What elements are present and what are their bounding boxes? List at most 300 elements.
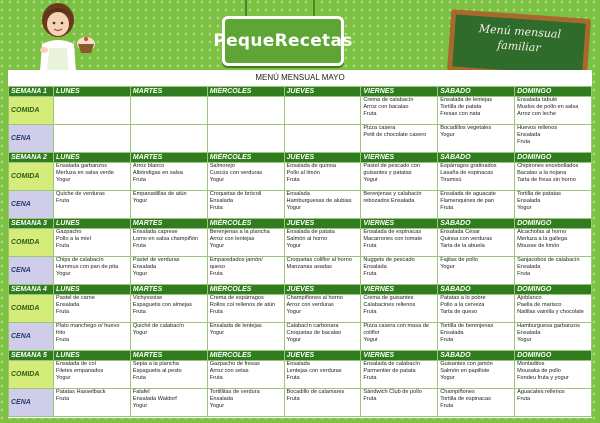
menu-cell — [207, 323, 284, 351]
menu-cell — [361, 257, 438, 285]
menu-cell — [438, 191, 515, 219]
dish-line: Emparedados jamón/ — [209, 257, 263, 263]
logo-text: PequeRecetas — [213, 31, 353, 51]
dish-line: Ensalada de lentejas — [440, 97, 493, 103]
lunch-row — [9, 361, 592, 389]
dish-line: Alcachofas al horno — [517, 229, 567, 235]
menu-cell — [207, 257, 284, 285]
dish-line: Albóndigas en salsa — [132, 170, 183, 176]
dish-line: Gazpacho de fresas — [209, 361, 260, 367]
dish-line: Champiñones al horno — [286, 295, 343, 301]
menu-cell — [54, 295, 131, 323]
dish-line: Mousse de limón — [517, 243, 560, 249]
dish-line: Ensalada César — [440, 229, 481, 235]
week-label: SEMANA 2 — [9, 153, 54, 163]
menu-cell — [438, 295, 515, 323]
dish-line: Hummus con pan de pita — [56, 264, 119, 270]
menu-cell — [361, 389, 438, 417]
dish-line: Crema de espárragos — [209, 295, 264, 301]
dish-line: Filetes empanados — [56, 368, 104, 374]
menu-cell — [130, 323, 207, 351]
dish-line: Salmorejo — [209, 163, 235, 169]
dish-line: Aguacates rellenos — [517, 389, 565, 395]
dish-line: Pastel de pescado con — [363, 163, 420, 169]
dish-line: Yogur — [132, 271, 148, 277]
dish-line: Ensalada de lentejas — [209, 323, 262, 329]
dish-line: Fruta — [363, 111, 377, 117]
dish-line: Fruta — [132, 243, 146, 249]
dish-line: Yogur — [363, 337, 378, 343]
dish-line: Espaguetis con almejas — [132, 302, 192, 308]
dish-line: Pollo al limón — [286, 170, 320, 176]
dish-line: Petit de chocolate casero — [363, 132, 427, 138]
menu-cell — [54, 163, 131, 191]
day-header-6: SÁBADO — [438, 219, 515, 229]
dish-line: Yogur — [363, 177, 378, 183]
dish-line: Lentejas con verduras — [286, 368, 342, 374]
day-header-1: LUNES — [54, 285, 131, 295]
dish-line: Fruta — [56, 337, 70, 343]
day-header-1: LUNES — [54, 351, 131, 361]
dinner-row — [9, 323, 592, 351]
lunch-label: COMIDA — [9, 97, 54, 125]
chef-illustration — [14, 0, 104, 72]
dish-line: Salmón en papillote — [440, 368, 490, 374]
day-header-7: DOMINGO — [515, 219, 592, 229]
dinner-label: CENA — [9, 389, 54, 417]
dish-line: Fruta — [517, 139, 531, 145]
menu-cell — [130, 257, 207, 285]
dish-line: Vichyssoise — [132, 295, 163, 301]
dish-line: Ensalada — [209, 396, 234, 402]
dish-line: Natillas vainilla y chocolate — [517, 309, 584, 315]
menu-cell — [207, 229, 284, 257]
day-header-1: LUNES — [54, 87, 131, 97]
menu-cell — [130, 125, 207, 153]
dish-line: Yogur — [517, 205, 532, 211]
day-header-3: MIÉRCOLES — [207, 87, 284, 97]
dish-line: Patatas a lo pobre — [440, 295, 486, 301]
dish-line: Pizza casera — [363, 125, 396, 131]
dish-line: Pollo a la cerveza — [440, 302, 485, 308]
day-header-7: DOMINGO — [515, 153, 592, 163]
menu-cell — [207, 125, 284, 153]
dish-line: queso — [209, 264, 225, 270]
dish-line: Ensalada de col — [56, 361, 96, 367]
menu-cell — [54, 257, 131, 285]
dish-line: Muslos de pollo en salsa — [517, 104, 579, 110]
dish-line: Crema de calabacín — [363, 97, 414, 103]
dish-line: Ensalada — [286, 191, 310, 197]
menu-cell — [515, 361, 592, 389]
menu-sheet — [8, 70, 592, 418]
menu-cell — [284, 163, 361, 191]
day-header-7: DOMINGO — [515, 87, 592, 97]
menu-cell — [361, 163, 438, 191]
dish-line: Fruta — [363, 243, 377, 249]
lunch-row — [9, 97, 592, 125]
chalkboard-line-1: Menú mensual — [478, 22, 562, 41]
dish-line: Ensalada — [517, 198, 541, 204]
dish-line: Fondeu fruta y yogur — [517, 375, 569, 381]
menu-cell — [207, 97, 284, 125]
dish-line: Tarta de fresa sin horno — [517, 177, 576, 183]
dish-line: Tarta de queso — [440, 309, 478, 315]
dish-line: Fruta — [209, 375, 223, 381]
day-header-5: VIERNES — [361, 87, 438, 97]
dish-line: Ensalada — [56, 302, 80, 308]
dish-line: Ensalada de calabacín — [363, 361, 420, 367]
menu-cell — [284, 191, 361, 219]
day-header-6: SÁBADO — [438, 351, 515, 361]
menu-cell — [515, 125, 592, 153]
dish-line: Tortilla de patata — [440, 104, 482, 110]
dish-line: Croquetas de bacalao — [286, 330, 342, 336]
dish-line: Macarrones con tomate — [363, 236, 423, 242]
dish-line: Calabacines rellenos — [363, 302, 416, 308]
menu-cell — [54, 323, 131, 351]
menu-cell — [438, 257, 515, 285]
dish-line: Ensalada — [517, 330, 541, 336]
dish-line: Pastel de carne — [56, 295, 95, 301]
lunch-row — [9, 295, 592, 323]
dish-line: Fruta — [363, 375, 377, 381]
dish-line: coliflor — [363, 330, 380, 336]
dish-line: Fruta — [363, 309, 377, 315]
dish-line: Calabacín carbonara — [286, 323, 339, 329]
menu-cell — [54, 191, 131, 219]
menu-cell — [515, 257, 592, 285]
lunch-label: COMIDA — [9, 229, 54, 257]
dish-line: Ensalada — [209, 198, 234, 204]
dinner-label: CENA — [9, 257, 54, 285]
dinner-row — [9, 191, 592, 219]
dinner-label: CENA — [9, 323, 54, 351]
dish-line: Sanjacobos de calabacín — [517, 257, 580, 263]
menu-cell — [361, 229, 438, 257]
dish-line: Bacalao a la riojana — [517, 170, 567, 176]
dish-line: Yogur — [440, 375, 455, 381]
menu-cell — [284, 295, 361, 323]
menu-cell — [54, 389, 131, 417]
menu-cell — [54, 97, 131, 125]
week-label: SEMANA 5 — [9, 351, 54, 361]
dish-line: Fruta — [363, 396, 377, 402]
dish-line: Ensalada — [286, 361, 310, 367]
dish-line: Yogur — [440, 132, 455, 138]
dish-line: Arroz con leche — [517, 111, 556, 117]
menu-cell — [284, 125, 361, 153]
dish-line: Tortilla de patatas — [517, 191, 561, 197]
lunch-row — [9, 229, 592, 257]
dish-line: Fruta — [56, 396, 70, 402]
dish-line: Huevos rellenos — [517, 125, 558, 131]
dish-line: Ajoblanco — [517, 295, 542, 301]
menu-cell — [130, 229, 207, 257]
week-label: SEMANA 1 — [9, 87, 54, 97]
week-label: SEMANA 3 — [9, 219, 54, 229]
day-header-2: MARTES — [130, 351, 207, 361]
dish-line: Ensalada tabulé — [517, 97, 558, 103]
menu-cell — [361, 97, 438, 125]
menu-cell — [515, 389, 592, 417]
dish-line: Yogur — [286, 205, 301, 211]
day-header-2: MARTES — [130, 87, 207, 97]
dish-line: Montaditos — [517, 361, 545, 367]
dish-line: Yogur — [132, 198, 148, 204]
dish-line: Fruta — [132, 177, 146, 183]
week-header-row — [9, 219, 592, 229]
dish-line: Tortilla de berenjenas — [440, 323, 494, 329]
dish-line: Crema de guisantes — [363, 295, 414, 301]
lunch-label: COMIDA — [9, 163, 54, 191]
menu-cell — [130, 163, 207, 191]
dish-line: Flamenquines de pan — [440, 198, 495, 204]
menu-cell — [438, 323, 515, 351]
day-header-4: JUEVES — [284, 87, 361, 97]
dish-line: Quinoa con verduras — [440, 236, 493, 242]
menu-cell — [54, 125, 131, 153]
day-header-3: MIÉRCOLES — [207, 153, 284, 163]
dish-line: Yogur — [132, 330, 148, 336]
menu-cell — [284, 257, 361, 285]
menu-cell — [438, 125, 515, 153]
dish-line: Yogur — [209, 330, 225, 336]
day-header-6: SÁBADO — [438, 285, 515, 295]
dish-line: Mousaka de pollo — [517, 368, 561, 374]
dish-line: Fruta — [286, 396, 300, 402]
day-header-4: JUEVES — [284, 285, 361, 295]
dish-line: Lomo en salsa champiñón — [132, 236, 199, 242]
menu-cell — [207, 389, 284, 417]
lunch-label: COMIDA — [9, 361, 54, 389]
dish-line: Yogur — [209, 243, 225, 249]
dish-line: guisantes y patatas — [363, 170, 412, 176]
dish-line: Fresas con nata — [440, 111, 481, 117]
chalkboard-line-2: familiar — [496, 38, 542, 55]
dish-line: Ensalada — [517, 132, 541, 138]
menu-cell — [361, 191, 438, 219]
dish-line: Fruta — [286, 177, 300, 183]
dish-line: Lasaña de espinacas — [440, 170, 494, 176]
dish-line: Hamburguesa garbanzos — [517, 323, 580, 329]
dish-line: Arroz con verduras — [286, 302, 334, 308]
lunch-label: COMIDA — [9, 295, 54, 323]
dish-line: Pollo a la miel — [56, 236, 91, 242]
dish-line: Espaguetis al pesto — [132, 368, 182, 374]
dish-line: Fruta — [517, 271, 531, 277]
dish-line: Nuggets de pescado — [363, 257, 415, 263]
dish-line: Paella de marisco — [517, 302, 562, 308]
dish-line: Tortilla de espinacas — [440, 396, 491, 402]
menu-cell — [130, 295, 207, 323]
dish-line: Arroz con lentejas — [209, 236, 255, 242]
dish-line: Espárragos gratinados — [440, 163, 497, 169]
dish-line: Fruta — [286, 375, 300, 381]
dish-line: Fruta — [56, 309, 70, 315]
day-header-3: MIÉRCOLES — [207, 285, 284, 295]
day-header-6: SÁBADO — [438, 153, 515, 163]
week-label: SEMANA 4 — [9, 285, 54, 295]
dish-line: Fruta — [56, 243, 70, 249]
dish-line: Arroz con setas — [209, 368, 249, 374]
dish-line: Ensalada — [440, 330, 464, 336]
week-header-row — [9, 87, 592, 97]
day-header-4: JUEVES — [284, 351, 361, 361]
dish-line: Yogur — [286, 337, 301, 343]
dish-line: Yogur — [56, 375, 71, 381]
dish-line: Berenjenas y calabacín — [363, 191, 422, 197]
dish-line: Yogur — [517, 337, 532, 343]
dish-line: Parmentier de patata — [363, 368, 416, 374]
dish-line: Merluza en salsa verde — [56, 170, 114, 176]
dish-line: Fruta — [209, 271, 223, 277]
day-header-2: MARTES — [130, 285, 207, 295]
menu-cell — [54, 361, 131, 389]
dish-line: Pizza casera con masa de — [363, 323, 429, 329]
day-header-5: VIERNES — [361, 219, 438, 229]
menu-cell — [515, 323, 592, 351]
day-header-3: MIÉRCOLES — [207, 351, 284, 361]
dish-line: Tortillitas de verdura — [209, 389, 260, 395]
menu-cell — [361, 361, 438, 389]
day-header-5: VIERNES — [361, 153, 438, 163]
menu-table — [8, 86, 592, 417]
menu-cell — [515, 97, 592, 125]
dinner-row — [9, 125, 592, 153]
dish-line: Chipirones encebollados — [517, 163, 579, 169]
dish-line: Quiche de verduras — [56, 191, 105, 197]
week-header-row — [9, 351, 592, 361]
dinner-row — [9, 389, 592, 417]
dish-line: Ensalada garbanzos — [56, 163, 108, 169]
dish-line: Tarta de la abuela — [440, 243, 485, 249]
dish-line: Fruta — [440, 403, 454, 409]
day-header-3: MIÉRCOLES — [207, 219, 284, 229]
document-title: MENÚ MENSUAL MAYO — [255, 73, 345, 82]
dish-line: Rollos col rellenos de atún — [209, 302, 276, 308]
menu-cell — [438, 389, 515, 417]
menu-cell — [515, 229, 592, 257]
dish-line: Yogur — [56, 177, 71, 183]
dish-line: Fruta — [440, 337, 454, 343]
day-header-7: DOMINGO — [515, 285, 592, 295]
site-logo — [213, 16, 353, 66]
menu-cell — [54, 229, 131, 257]
day-header-5: VIERNES — [361, 351, 438, 361]
dish-line: Ensalada de quinoa — [286, 163, 336, 169]
menu-cell — [438, 97, 515, 125]
dish-line: Fruta — [56, 198, 70, 204]
menu-cell — [515, 163, 592, 191]
dish-line: Ensalada de patata — [286, 229, 335, 235]
menu-cell — [130, 191, 207, 219]
dish-line: Yogur — [440, 264, 455, 270]
menu-cell — [438, 361, 515, 389]
lunch-row — [9, 163, 592, 191]
dish-line: Quiché de calabacín — [132, 323, 184, 329]
dish-line: Fruta — [132, 375, 146, 381]
dish-line: Merluza a la gallega — [517, 236, 568, 242]
day-header-2: MARTES — [130, 153, 207, 163]
dish-line: Yogur — [209, 177, 225, 183]
day-header-2: MARTES — [130, 219, 207, 229]
dinner-label: CENA — [9, 191, 54, 219]
menu-cell — [284, 361, 361, 389]
dish-line: Empanadillas de atún — [132, 191, 187, 197]
dish-line: Hamburguesas de alubias — [286, 198, 352, 204]
day-header-6: SÁBADO — [438, 87, 515, 97]
menu-cell — [438, 163, 515, 191]
dish-line: Yogur — [286, 243, 301, 249]
dish-line: Fruta — [209, 205, 223, 211]
dish-line: Yogur — [56, 271, 71, 277]
dish-line: Yogur — [286, 309, 301, 315]
menu-cell — [361, 323, 438, 351]
dish-line: Pastel de verduras — [132, 257, 180, 263]
dish-line: Ensalada — [363, 264, 387, 270]
dish-line: Arroz con bacalao — [363, 104, 409, 110]
menu-cell — [515, 191, 592, 219]
dinner-label: CENA — [9, 125, 54, 153]
menu-cell — [361, 295, 438, 323]
dish-line: Falafel — [132, 389, 150, 395]
dish-line: Ensalada — [132, 264, 157, 270]
dish-line: Tiramisú — [440, 177, 462, 183]
dish-line: Ensalada — [517, 264, 541, 270]
dish-line: Bocadillos vegetales — [440, 125, 492, 131]
menu-cell — [130, 389, 207, 417]
dish-line: Arroz blanco — [132, 163, 165, 169]
week-header-row — [9, 285, 592, 295]
menu-cell — [361, 125, 438, 153]
dish-line: Croquetas coliflor al horno — [286, 257, 352, 263]
dish-line: Yogur — [209, 403, 225, 409]
dish-line: Ensalada Waldorf — [132, 396, 177, 402]
menu-cell — [130, 361, 207, 389]
menu-cell — [207, 163, 284, 191]
dinner-row — [9, 257, 592, 285]
day-header-4: JUEVES — [284, 153, 361, 163]
dish-line: Patatas Hasselback — [56, 389, 106, 395]
dish-line: Yogur — [132, 403, 148, 409]
dish-line: Manzanas asadas — [286, 264, 332, 270]
dish-line: Fajitas de pollo — [440, 257, 478, 263]
dish-line: Croquetas de brócoli — [209, 191, 262, 197]
day-header-5: VIERNES — [361, 285, 438, 295]
menu-cell — [438, 229, 515, 257]
dish-line: Salmón al horno — [286, 236, 328, 242]
dish-line: Plato manchego o/ huevo — [56, 323, 120, 329]
menu-cell — [284, 229, 361, 257]
dish-line: Fruta — [363, 271, 377, 277]
dish-line: Ensalada caprese — [132, 229, 178, 235]
dish-line: Chips de calabacín — [56, 257, 104, 263]
day-header-4: JUEVES — [284, 219, 361, 229]
dish-line: rebozados Ensalada — [363, 198, 415, 204]
menu-cell — [515, 295, 592, 323]
menu-cell — [284, 323, 361, 351]
menu-cell — [130, 97, 207, 125]
dish-line: Berenjenas a la plancha — [209, 229, 270, 235]
dish-line: Fruta — [132, 309, 146, 315]
dish-line: Fruta — [209, 309, 223, 315]
menu-cell — [284, 97, 361, 125]
menu-cell — [207, 295, 284, 323]
dish-line: Fruta — [440, 205, 454, 211]
dish-line: Guisantes con jamón — [440, 361, 493, 367]
dish-line: Sándwich Club de pollo — [363, 389, 422, 395]
